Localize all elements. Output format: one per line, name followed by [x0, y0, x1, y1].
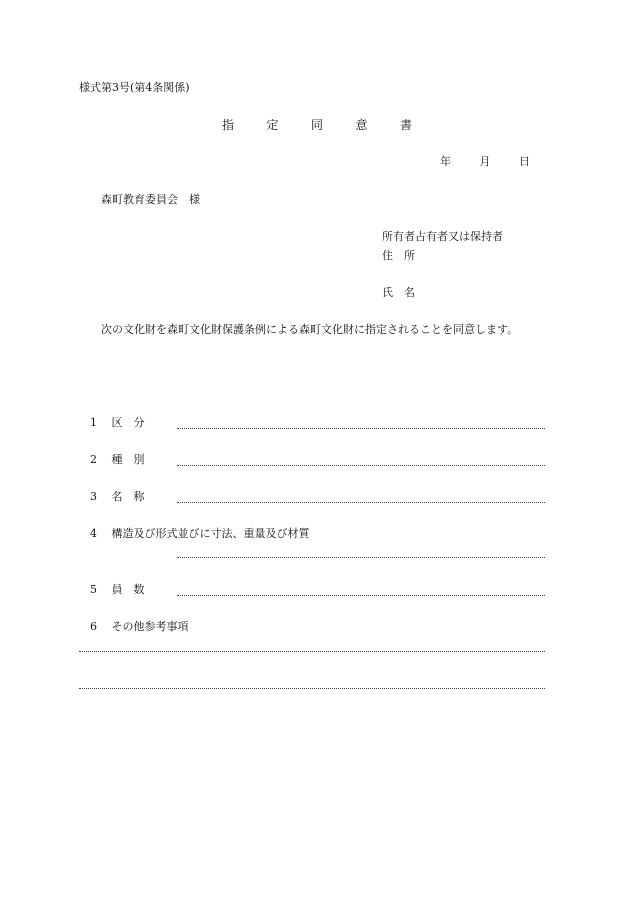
- fill-line-count: [177, 595, 545, 596]
- title-char: 指: [222, 118, 235, 132]
- item-number: 5: [90, 583, 97, 596]
- date-day: 日: [519, 155, 530, 168]
- fill-line-structure: [177, 557, 545, 558]
- form-number: 様式第3号(第4条関係): [79, 81, 190, 94]
- item-label: その他参考事項: [111, 620, 189, 633]
- item-structure: [90, 527, 310, 541]
- item-count: [90, 583, 145, 597]
- fill-line-category: [177, 428, 545, 429]
- owner-address-label: 住 所: [382, 249, 415, 262]
- item-other-notes: [90, 620, 189, 634]
- item-name: [90, 490, 145, 504]
- item-label: 区 分: [111, 416, 145, 429]
- title-char: 定: [266, 118, 279, 132]
- item-number: 4: [90, 527, 97, 540]
- consent-statement: 次の文化財を森町文化財保護条例による森町文化財に指定されることを同意します。: [101, 323, 519, 336]
- date-line: [440, 155, 530, 169]
- fill-line-name: [177, 502, 545, 503]
- item-number: 2: [90, 453, 97, 466]
- fill-line-other-2: [79, 688, 545, 689]
- title-char: 書: [399, 118, 412, 132]
- item-number: 3: [90, 490, 97, 503]
- document-title: [222, 118, 412, 132]
- item-label: 員 数: [111, 583, 145, 596]
- item-label: 名 称: [111, 490, 145, 503]
- item-category: [90, 416, 145, 430]
- title-char: 同: [310, 118, 323, 132]
- item-label: 構造及び形式並びに寸法、重量及び材質: [111, 527, 310, 540]
- fill-line-other-1: [79, 651, 545, 652]
- title-char: 意: [355, 118, 368, 132]
- fill-line-type: [177, 465, 545, 466]
- owner-role: 所有者占有者又は保持者: [382, 230, 503, 243]
- addressee: 森町教育委員会 様: [101, 193, 200, 206]
- owner-name-label: 氏 名: [382, 286, 415, 299]
- item-number: 6: [90, 620, 97, 633]
- date-month: 月: [479, 155, 491, 168]
- item-number: 1: [90, 416, 97, 429]
- date-year: 年: [440, 155, 451, 168]
- item-type: [90, 453, 145, 467]
- item-label: 種 別: [111, 453, 145, 466]
